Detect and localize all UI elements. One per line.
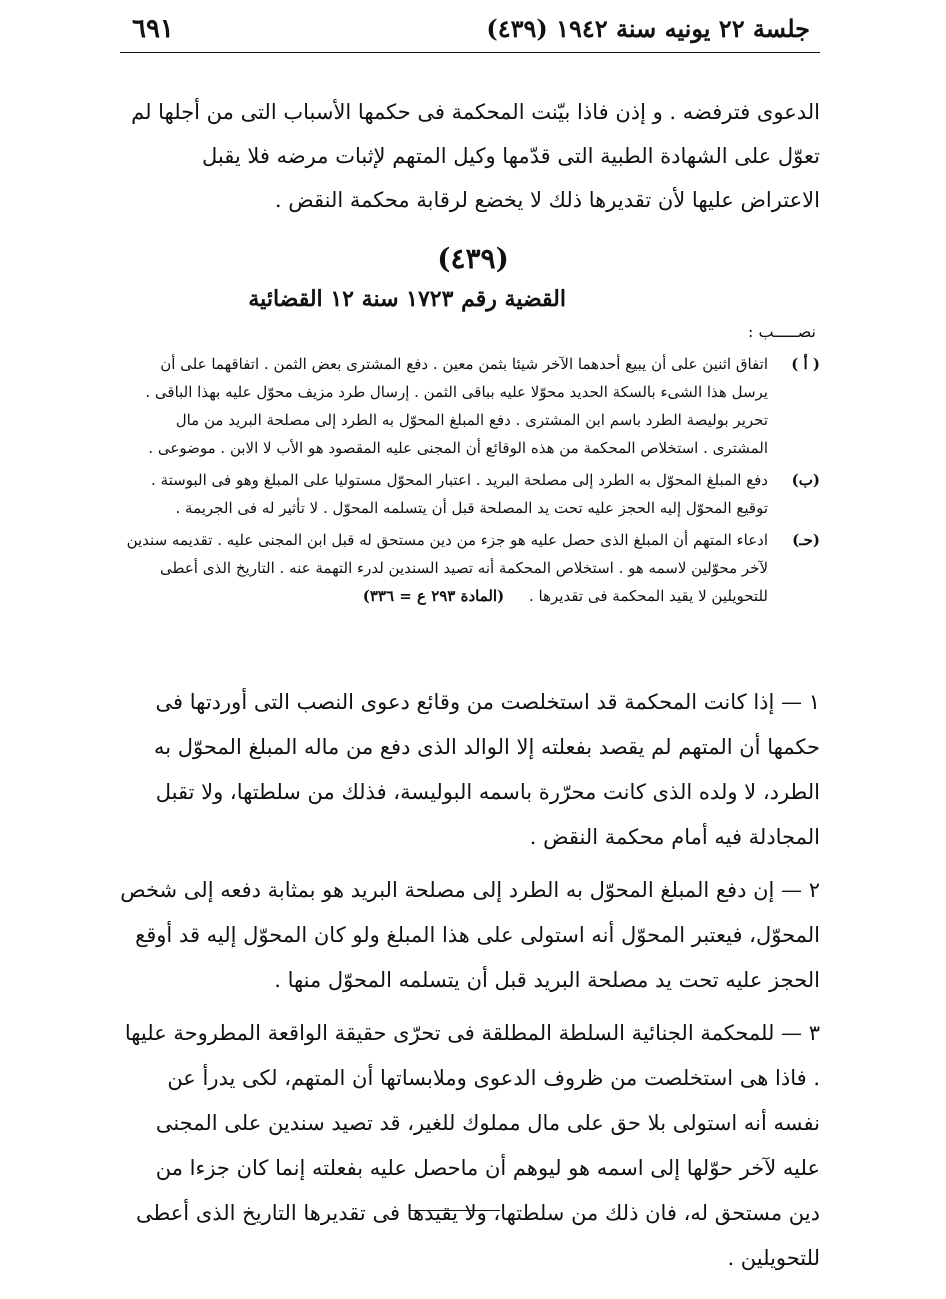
- header-rule: [120, 52, 820, 53]
- case-number: (٤٣٩): [437, 242, 509, 275]
- summary-text: اتفاق اثنين على أن يبيع أحدهما الآخر شيئا بثمن معين . دفع المشترى بعض الثمن . اتفاقهما على أن يرسل هذا الشىء بالسكة الحديد محوّلا عليه بباقى الثمن . إرسال طرد مزيف محوّل عليه بهذا الباقى . تحرير بوليصة الطرد باسم ابن المشترى . دفع المبلغ المحوّل به الطرد إلى مصلحة البريد من مال المشترى . استخلاص المحكمة من هذه الوقائع أن المجنى عليه المقصود هو الأب لا الابن . موضوعى .: [145, 355, 768, 457]
- summary-marker: (حـ): [792, 531, 820, 549]
- end-rule: [410, 1210, 500, 1211]
- case-summary: [120, 350, 820, 614]
- summary-item: [120, 350, 820, 462]
- summary-item: [120, 526, 820, 610]
- ruling-paragraph: ١ — إذا كانت المحكمة قد استخلصت من وقائع دعوى النصب التى أوردتها فى حكمها أن المتهم لم يقصد بفعلته إلا الوالد الذى دفع من ماله المبلغ المحوّل به الطرد، لا ولده الذى كانت محرّرة باسمه البوليسة، فذلك من سلطتها، ولا تقبل المجادلة فيه أمام محكمة النقض .: [153, 690, 820, 849]
- summary-text-body: ادعاء المتهم أن المبلغ الذى حصل عليه هو جزء من دين مستحق له قبل ابن المجنى عليه . تقديمه سندين لآخر محوّلين لاسمه هو . استخلاص المحكمة أنه تصيد السندين لدرء التهمة عنه . التاريخ الذى أعطى للتحويلين لا يقيد المحكمة فى تقديرها .: [126, 531, 768, 605]
- intro-text: الدعوى فترفضه . و إذن فاذا بيّنت المحكمة فى حكمها الأسباب التى من أجلها لم تعوّل على الشهادة الطبية التى قدّمها وكيل المتهم لإثبات مرضه فلا يقبل الاعتراض عليها لأن تقديرها ذلك لا يخضع لرقابة محكمة النقض .: [131, 100, 820, 212]
- article-reference: (المادة ٢٩٣ ع = ٣٣٦): [362, 587, 505, 605]
- ruling-paragraph: ٢ — إن دفع المبلغ المحوّل به الطرد إلى مصلحة البريد هو بمثابة دفعه إلى شخص المحوّل، فيعتبر المحوّل أنه استولى على هذا المبلغ ولو كان المحوّل إليه قد أوقع الحجز عليه تحت يد مصلحة البريد قبل أن يتسلمه المحوّل منها .: [120, 878, 820, 992]
- running-head: جلسة ٢٢ يونيه سنة ١٩٤٢ (٤٣٩): [486, 14, 810, 43]
- intro-paragraph: [120, 90, 820, 222]
- ruling-body: [120, 680, 820, 1289]
- summary-text: [120, 526, 768, 610]
- case-reference: القضية رقم ١٧٢٣ سنة ١٢ القضائية: [248, 286, 566, 312]
- summary-text: دفع المبلغ المحوّل به الطرد إلى مصلحة البريد . اعتبار المحوّل مستوليا على المبلغ وهو فى البوستة . توقيع المحوّل إليه الحجز عليه تحت يد المصلحة قبل أن يتسلمه المحوّل . لا تأثير له فى الجريمة .: [151, 471, 768, 517]
- summary-marker: ( أ ): [791, 355, 820, 373]
- summary-marker: (ب): [791, 471, 820, 489]
- page-number: ٦٩١: [132, 14, 174, 44]
- page-header: [120, 10, 820, 50]
- summary-item: [120, 466, 820, 522]
- ruling-paragraph: ٣ — للمحكمة الجنائية السلطة المطلقة فى تحرّى حقيقة الواقعة المطروحة عليها . فاذا هى استخلصت من ظروف الدعوى وملابساتها أن المتهم، لكى يدرأ عن نفسه أنه استولى بلا حق على مال مملوك للغير، قد تصيد سندين على المجنى عليه لآخر حوّلها إلى اسمه هو ليوهم أن ماحصل عليه بفعلته إنما كان جزءا من دين مستحق له، فان ذلك من سلطتها، ولا يقيدها فى تقديرها التاريخ الذى أعطى للتحويلين .: [124, 1021, 820, 1270]
- summary-label: نصـــــب :: [748, 322, 816, 341]
